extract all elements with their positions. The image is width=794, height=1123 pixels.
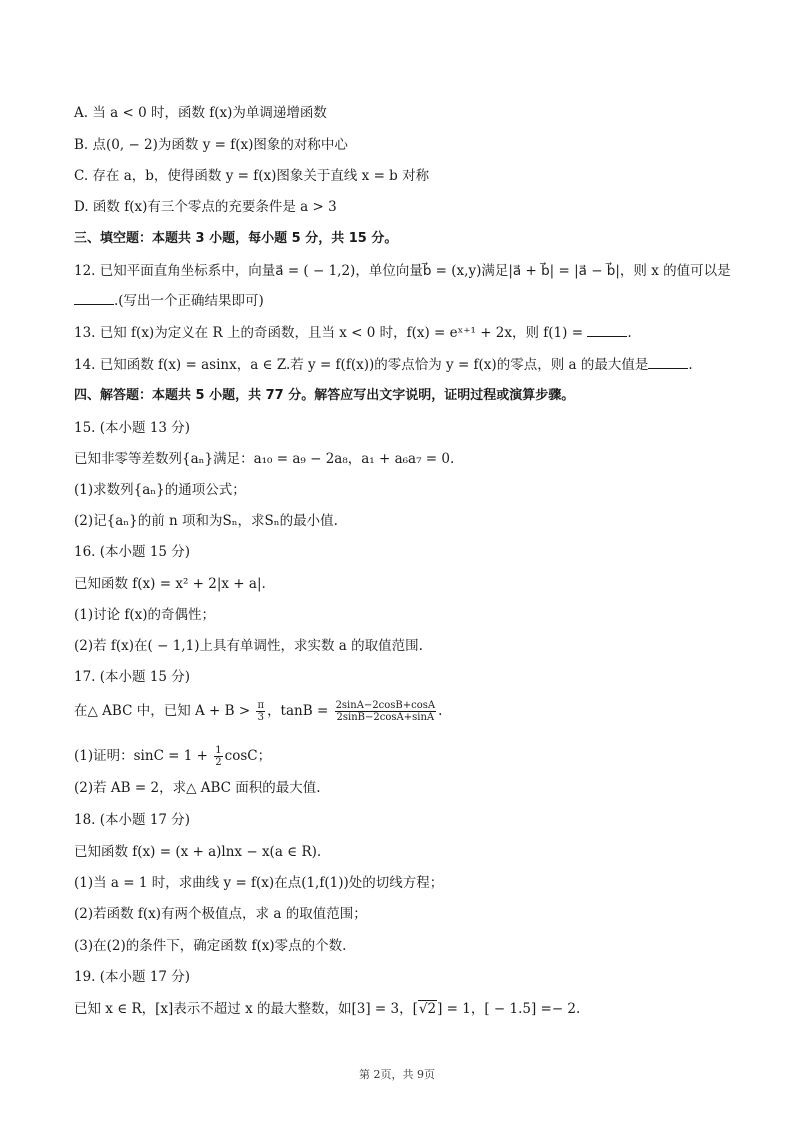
answer-blank bbox=[587, 324, 627, 337]
fraction-denominator: 2sinB−2cosA+sinA bbox=[336, 712, 435, 723]
question-19-header: 19. (本小题 17 分) bbox=[74, 969, 191, 985]
question-15-stem: 已知非零等差数列{aₙ}满足：a₁₀ = a₉ − 2a₈，a₁ + a₆a₇ = 0. bbox=[74, 451, 455, 467]
pi-over-3-fraction bbox=[256, 700, 265, 723]
question-17-header: 17. (本小题 15 分) bbox=[74, 669, 191, 685]
question-16-header: 16. (本小题 15 分) bbox=[74, 544, 191, 560]
tan-b-fraction bbox=[335, 700, 437, 723]
question-18-part2: (2)若函数 f(x)有两个极值点，求 a 的取值范围； bbox=[74, 906, 367, 922]
option-a: A. 当 a < 0 时，函数 f(x)为单调递增函数 bbox=[74, 105, 327, 121]
section-3-heading: 三、填空题：本题共 3 小题，每小题 5 分，共 15 分。 bbox=[74, 231, 398, 246]
question-16-part1: (1)讨论 f(x)的奇偶性； bbox=[74, 607, 216, 623]
option-d: D. 函数 f(x)有三个零点的充要条件是 a > 3 bbox=[74, 199, 337, 215]
fraction-numerator: π bbox=[257, 700, 265, 711]
question-19-stem bbox=[74, 1000, 734, 1018]
sqrt-two: √2 bbox=[418, 1001, 437, 1017]
question-15-header: 15. (本小题 13 分) bbox=[74, 420, 191, 436]
section-4-heading: 四、解答题：本题共 5 小题，共 77 分。解答应写出文字说明，证明过程或演算步骤。 bbox=[74, 388, 575, 403]
option-b: B. 点(0, − 2)为函数 y = f(x)图象的对称中心 bbox=[74, 137, 348, 153]
question-13: 13. 已知 f(x)为定义在 R 上的奇函数，且当 x < 0 时，f(x) = eˣ⁺¹ + 2x，则 f(1) = . bbox=[74, 325, 632, 341]
question-12-note: .(写出一个正确结果即可) bbox=[114, 293, 264, 309]
question-17-stem-text: 在△ ABC 中，已知 A + B > bbox=[74, 703, 251, 719]
option-c: C. 存在 a，b，使得函数 y = f(x)图象关于直线 x = b 对称 bbox=[74, 168, 430, 184]
question-14-text: 14. 已知函数 f(x) = asinx，a ∈ Z.若 y = f(f(x))的零点恰为 y = f(x)的零点，则 a 的最大值是 bbox=[74, 357, 649, 373]
question-14: 14. 已知函数 f(x) = asinx，a ∈ Z.若 y = f(f(x))的零点恰为 y = f(x)的零点，则 a 的最大值是 . bbox=[74, 357, 693, 373]
question-18-part3: (3)在(2)的条件下，确定函数 f(x)零点的个数. bbox=[74, 938, 347, 954]
question-19-stem-text: 已知 x ∈ R，[x]表示不超过 x 的最大整数，如[3] = 3，[ bbox=[74, 1001, 418, 1017]
question-13-text: 13. 已知 f(x)为定义在 R 上的奇函数，且当 x < 0 时，f(x) = eˣ⁺¹ + 2x，则 f(1) = bbox=[74, 325, 588, 341]
question-17-part1-text: (1)证明：sinC = 1 + bbox=[74, 748, 208, 764]
question-15-part1: (1)求数列{aₙ}的通项公式； bbox=[74, 482, 246, 498]
fraction-denominator: 3 bbox=[257, 712, 264, 723]
question-17-stem: 在△ ABC 中，已知 A + B > $\frac{\pi}{3}$ ，tanB = $\frac{2\sin A-2\cos B+\cos A}{2\sin B-2\cos A+\sin A}$ . bbox=[74, 700, 443, 723]
question-18-part1: (1)当 a = 1 时，求曲线 y = f(x)在点(1,f(1))处的切线方程； bbox=[74, 875, 444, 891]
question-17-part2: (2)若 AB = 2，求△ ABC 面积的最大值. bbox=[74, 780, 321, 796]
answer-blank bbox=[648, 356, 688, 369]
answer-blank bbox=[74, 292, 114, 305]
question-16-part2: (2)若 f(x)在( − 1,1)上具有单调性，求实数 a 的取值范围. bbox=[74, 638, 423, 654]
question-18-header: 18. (本小题 17 分) bbox=[74, 812, 191, 828]
question-12-line2 bbox=[74, 292, 734, 310]
fraction-numerator: 1 bbox=[215, 745, 222, 756]
question-16-stem: 已知函数 f(x) = x² + 2|x + a|. bbox=[74, 576, 266, 592]
question-17-part1 bbox=[74, 745, 734, 768]
fraction-denominator: 2 bbox=[215, 757, 222, 768]
question-12-line1: 12. 已知平面直角坐标系中，向量a⃗ = ( − 1,2)，单位向量b⃗ = (x,y)满足|a⃗ + b⃗| = |a⃗ − b⃗|，则 x 的值可以是 bbox=[74, 263, 731, 279]
question-19-stem-text: ] = 1，[ − 1.5] =− 2. bbox=[437, 1001, 581, 1017]
one-half-fraction bbox=[214, 745, 222, 768]
question-18-stem: 已知函数 f(x) = (x + a)lnx − x(a ∈ R). bbox=[74, 844, 322, 860]
question-17-stem-text: ，tanB = bbox=[267, 703, 329, 719]
fraction-numerator: 2sinA−2cosB+cosA bbox=[335, 700, 436, 711]
page-footer: 第 2页，共 9页 bbox=[359, 1068, 435, 1081]
question-17-part1-text: cosC； bbox=[224, 748, 272, 764]
question-15-part2: (2)记{aₙ}的前 n 项和为Sₙ，求Sₙ的最小值. bbox=[74, 513, 338, 529]
